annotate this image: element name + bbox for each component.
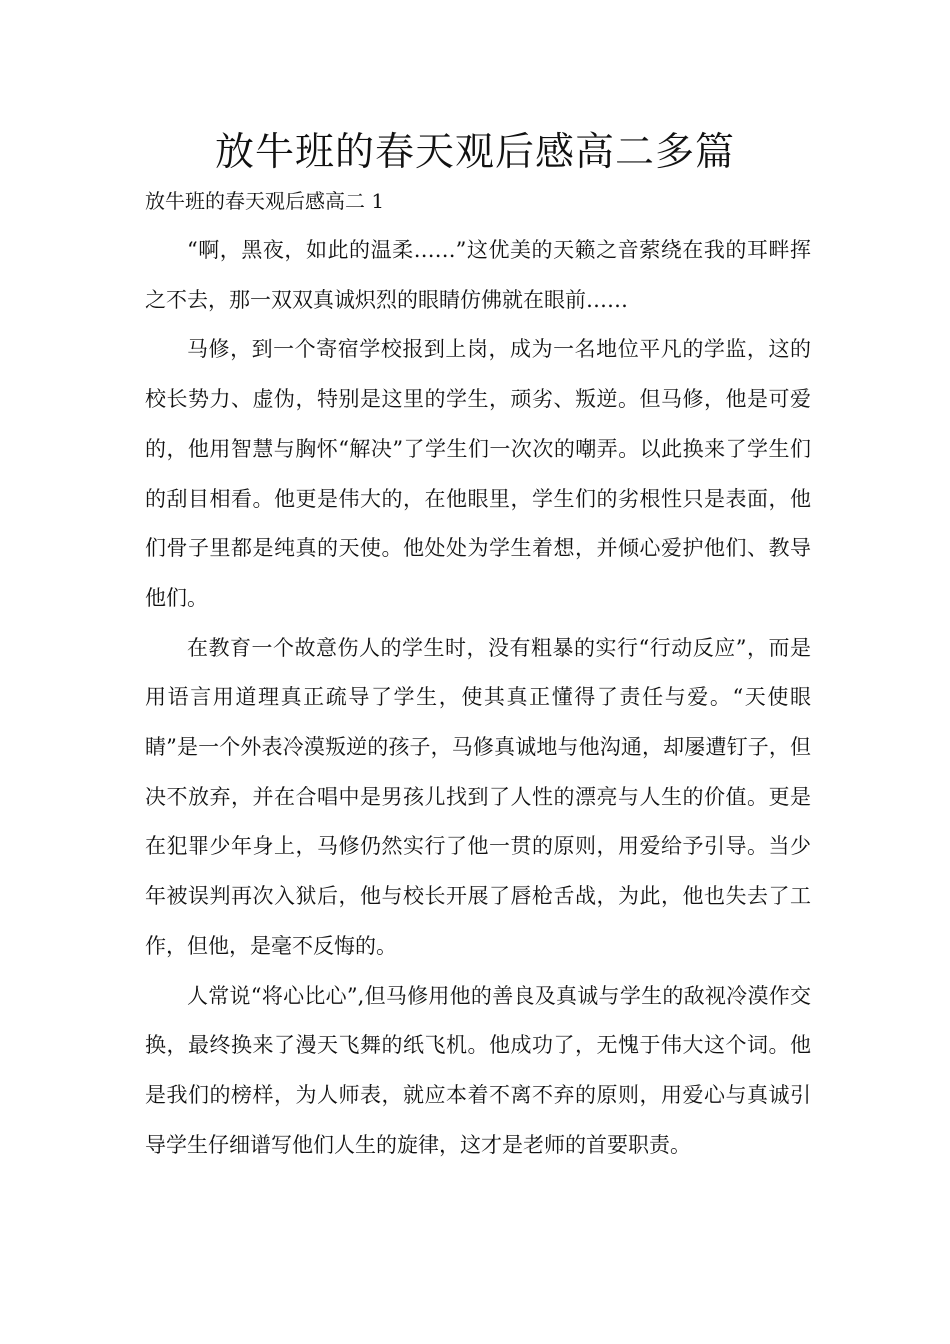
document-title: 放牛班的春天观后感高二多篇: [214, 130, 735, 175]
document-body: [145, 226, 811, 1170]
document-subtitle: 放牛班的春天观后感高二 1: [145, 189, 385, 213]
paragraph-2: 马修，到一个寄宿学校报到上岗，成为一名地位平凡的学监，这的校长势力、虚伪，特别是这里的学生，顽劣、叛逆。但马修，他是可爱的，他用智慧与胸怀“解决”了学生们一次次的嘲弄。以此换来了学生们的刮目相看。他更是伟大的，在他眼里，学生们的劣根性只是表面，他们骨子里都是纯真的天使。他处处为学生着想，并倾心爱护他们、教导他们。: [145, 337, 811, 610]
paragraph-1: “啊，黑夜，如此的温柔……”这优美的天籁之音萦绕在我的耳畔挥之不去，那一双双真诚炽烈的眼睛仿佛就在眼前……: [145, 238, 811, 312]
paragraph-3: 在教育一个故意伤人的学生时，没有粗暴的实行“行动反应”，而是用语言用道理真正疏导了学生，使其真正懂得了责任与爱。“天使眼睛”是一个外表冷漠叛逆的孩子，马修真诚地与他沟通，却屡遭钉子，但决不放弃，并在合唱中是男孩儿找到了人性的漂亮与人生的价值。更是在犯罪少年身上，马修仍然实行了他一贯的原则，用爱给予引导。当少年被误判再次入狱后，他与校长开展了唇枪舌战，为此，他也失去了工作，但他，是毫不反悔的。: [145, 635, 811, 958]
paragraph-4: 人常说“将心比心”,但马修用他的善良及真诚与学生的敌视冷漠作交换，最终换来了漫天飞舞的纸飞机。他成功了，无愧于伟大这个词。他是我们的榜样，为人师表，就应本着不离不弃的原则，用爱心与真诚引导学生仔细谱写他们人生的旋律，这才是老师的首要职责。: [145, 983, 811, 1157]
